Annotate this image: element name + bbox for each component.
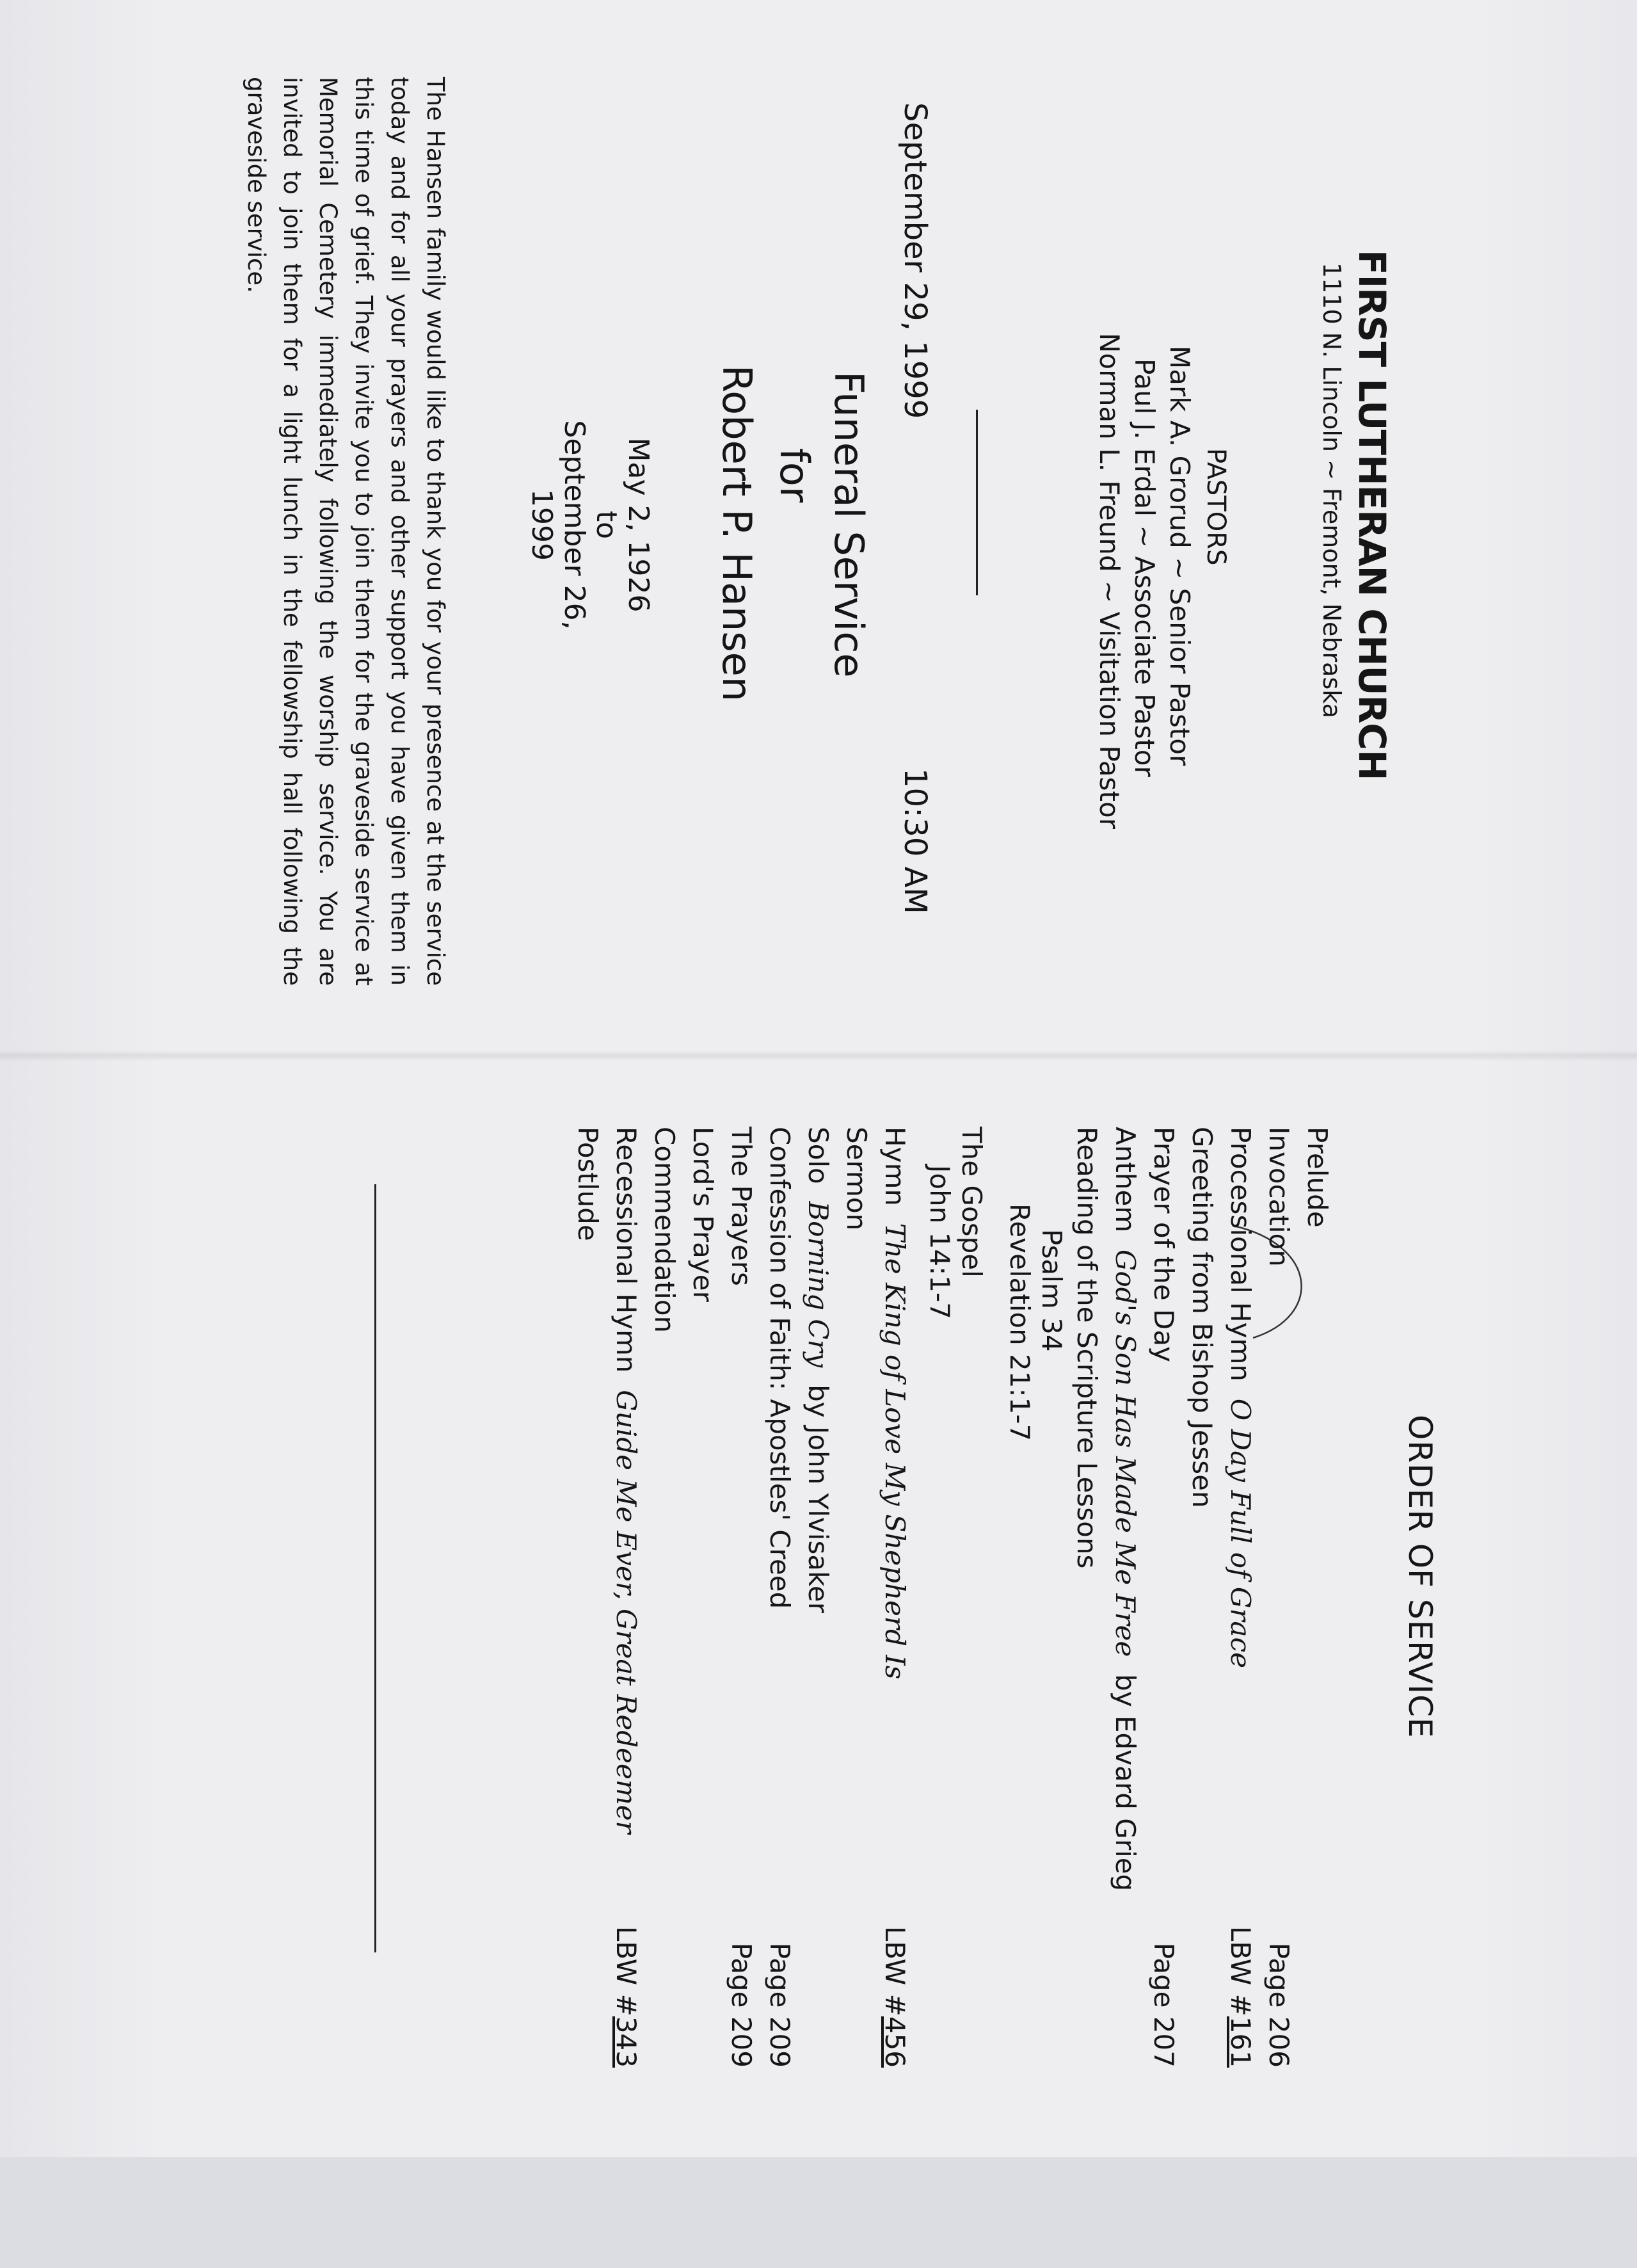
order-item-label: Invocation: [1263, 1127, 1295, 1267]
cover-divider: [976, 410, 978, 595]
order-item-postlude: [568, 1127, 607, 2068]
order-item-label: Postlude: [572, 1127, 603, 1241]
pastor-associate: Paul J. Erdal ~ Associate Pastor: [1129, 358, 1160, 777]
order-item-label: Prayer of the Day: [1148, 1127, 1179, 1362]
order-item-scripture-lessons: [1067, 1127, 1106, 2068]
order-item-label: Greeting from Bishop Jessen: [1186, 1127, 1218, 1508]
order-item-commendation: [645, 1127, 683, 2068]
service-date: September 29, 1999: [897, 102, 933, 419]
order-item-confession-of-faith: [760, 1127, 799, 2068]
order-item-invocation: [1259, 1127, 1298, 2068]
order-item-label: The Prayers: [726, 1127, 757, 1286]
composer-credit: by Edvard Grieg: [1110, 1674, 1141, 1892]
order-item-prayer-of-the-day: [1144, 1127, 1183, 2068]
order-item-label: Anthem: [1110, 1127, 1141, 1233]
hymnal-prefix: LBW #: [1225, 1926, 1256, 2016]
order-item-greeting: [1183, 1127, 1221, 2068]
scripture-psalm: Psalm 34: [1036, 1229, 1067, 1352]
order-item-prayers: [722, 1127, 760, 2068]
order-item-label: Sermon: [841, 1127, 872, 1231]
order-item-label: Prelude: [1302, 1127, 1333, 1228]
composer-credit: by John Ylvisaker: [803, 1385, 834, 1614]
order-item-label: Confession of Faith: Apostles' Creed: [764, 1127, 795, 1609]
page-reference: Page 209: [726, 1942, 757, 2068]
order-item-prelude: [1298, 1127, 1336, 2068]
hymn-number: 456: [879, 2016, 911, 2068]
page-reference: Page 209: [764, 1942, 795, 2068]
church-name: FIRST LUTHERAN CHURCH: [1350, 250, 1394, 780]
order-of-service-heading: ORDER OF SERVICE: [1401, 1415, 1439, 1739]
order-item-solo: [799, 1127, 837, 2068]
death-date: September 26, 1999: [525, 420, 591, 630]
hymnal-prefix: LBW #: [611, 1926, 642, 2016]
order-item-label: Reading of the Scripture Lessons: [1071, 1127, 1103, 1569]
order-item-hymn: [875, 1127, 914, 2068]
hymnal-prefix: LBW #: [879, 1926, 911, 2016]
scripture-gospel: John 14:1-7: [924, 1165, 955, 1319]
pastor-senior: Mark A. Grorud ~ Senior Pastor: [1164, 346, 1195, 766]
order-item-label: The Gospel: [956, 1127, 987, 1278]
pastor-visitation: Norman L. Freund ~ Visitation Pastor: [1094, 333, 1125, 829]
pastors-heading: PASTORS: [1201, 448, 1231, 566]
solo-title: Borning Cry: [803, 1201, 834, 1368]
order-divider: [374, 1184, 376, 1952]
order-item-label: Solo: [803, 1127, 834, 1184]
order-of-service-panel: [0, 1056, 1637, 2157]
bulletin-cover-panel: [0, 0, 1637, 1056]
anthem-title: God's Son Has Made Me Free: [1110, 1249, 1141, 1657]
page-reference: Page 207: [1148, 1942, 1179, 2068]
order-item-recessional-hymn: [607, 1127, 645, 2068]
hymn-title: The King of Love My Shepherd Is: [879, 1223, 911, 1680]
funeral-for-line: for: [771, 448, 818, 503]
deceased-name: Robert P. Hansen: [714, 365, 760, 702]
order-item-label: Hymn: [879, 1127, 911, 1206]
church-address: 1110 N. Lincoln ~ Fremont, Nebraska: [1318, 262, 1346, 718]
order-item-sermon: [837, 1127, 875, 2068]
service-time: 10:30 AM: [897, 768, 933, 914]
order-item-label: Recessional Hymn: [611, 1127, 642, 1373]
birth-date: May 2, 1926: [622, 437, 655, 613]
hymn-number: 343: [611, 2016, 642, 2068]
date-separator: to: [590, 510, 623, 540]
scripture-revelation: Revelation 21:1-7: [1004, 1203, 1035, 1442]
order-item-lords-prayer: [683, 1127, 722, 2068]
funeral-service-title: Funeral Service: [826, 371, 872, 678]
hymn-title: O Day Full of Grace: [1225, 1398, 1256, 1668]
scanner-bed-strip: [0, 2157, 1637, 2268]
order-item-anthem: [1106, 1127, 1144, 2068]
order-item-processional-hymn: [1221, 1127, 1259, 2068]
order-item-label: Lord's Prayer: [687, 1127, 719, 1302]
hymn-number: 161: [1225, 2016, 1256, 2068]
hymn-title: Guide Me Ever, Great Redeemer: [611, 1390, 642, 1834]
family-thanks-paragraph: The Hansen family would like to thank you for your presence at the service today and for all your prayers and other support you have given them in this time of grief. They invite you to join them for the graveside service at Memorial Cemetery immediately following the worship service. You are invited to join them for a light lunch in the fellowship hall following the graveside service.: [243, 77, 449, 986]
order-item-label: Processional Hymn: [1225, 1127, 1256, 1382]
page-reference: Page 206: [1263, 1942, 1295, 2068]
order-item-label: Commendation: [649, 1127, 680, 1333]
